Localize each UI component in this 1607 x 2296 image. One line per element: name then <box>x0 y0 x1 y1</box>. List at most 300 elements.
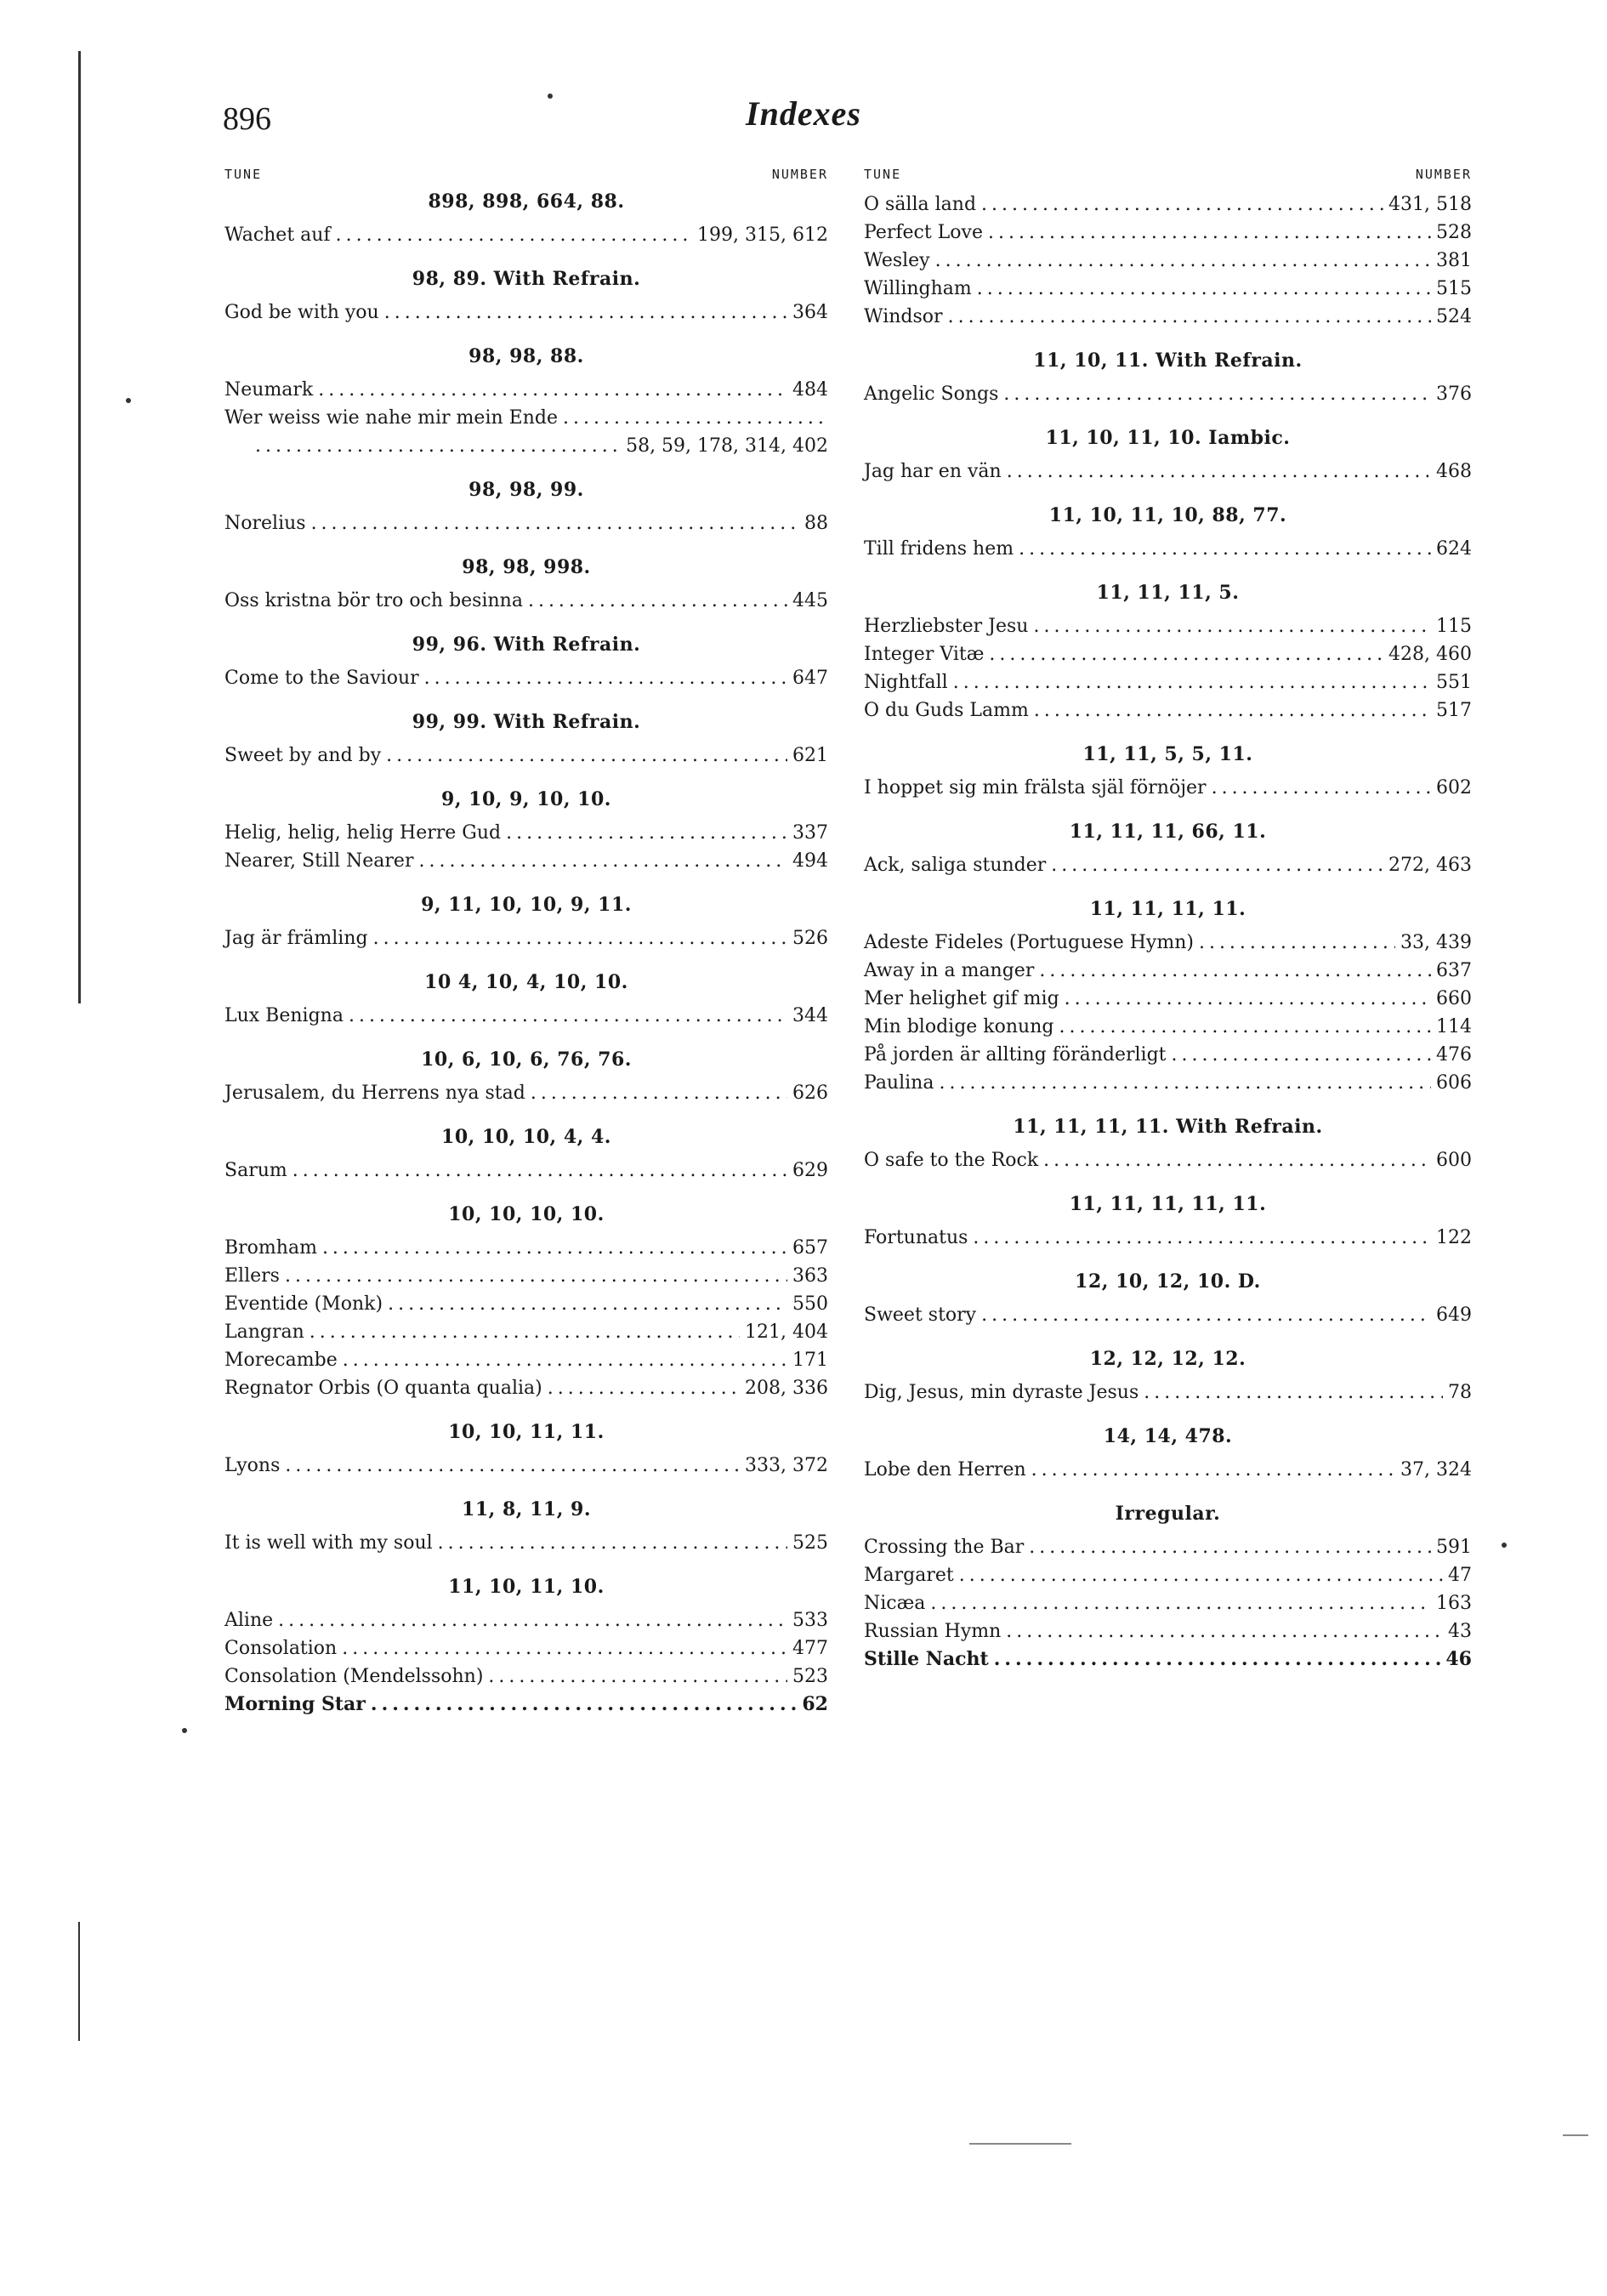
dot-leader <box>318 376 787 404</box>
tune-name: Bromham <box>224 1237 317 1259</box>
hymn-number: 78 <box>1448 1382 1472 1403</box>
hymn-number: 121, 404 <box>745 1321 828 1343</box>
index-entry <box>224 1452 828 1480</box>
index-entry <box>864 1456 1472 1484</box>
meter-group <box>864 743 1472 802</box>
meter-heading: 10, 10, 10, 10. <box>448 1203 605 1225</box>
hymn-number: 526 <box>792 928 828 949</box>
tune-name: Regnator Orbis (O quanta qualia) <box>224 1378 542 1399</box>
hymn-number: 550 <box>792 1293 828 1315</box>
tune-name: Wesley <box>864 250 930 271</box>
meter-heading: 11, 11, 11, 66, 11. <box>1069 821 1267 843</box>
index-entry <box>864 457 1472 486</box>
tune-name: Lux Benigna <box>224 1005 344 1026</box>
dot-leader <box>418 847 787 875</box>
index-entry <box>224 847 828 875</box>
dot-leader <box>1031 1456 1395 1484</box>
dot-leader <box>285 1452 740 1480</box>
tune-name: Morning Star <box>224 1693 366 1715</box>
dot-leader <box>311 509 799 537</box>
index-entry <box>864 640 1472 668</box>
hymn-number: 43 <box>1448 1621 1472 1642</box>
index-entry <box>864 1378 1472 1407</box>
tune-name: Sarum <box>224 1160 287 1181</box>
index-entry <box>864 1561 1472 1589</box>
meter-group <box>224 634 828 692</box>
tune-name: Morecambe <box>224 1350 338 1371</box>
tune-name: It is well with my soul <box>224 1532 433 1554</box>
meter-group <box>224 1576 828 1719</box>
tune-name: Nightfall <box>864 672 948 693</box>
tune-name: Dig, Jesus, min dyraste Jesus <box>864 1382 1139 1403</box>
meter-group <box>224 190 828 249</box>
hymn-number: 525 <box>792 1532 828 1554</box>
meter-group <box>864 1503 1472 1674</box>
dot-leader <box>1029 1533 1431 1561</box>
tune-name: Herzliebster Jesu <box>864 616 1029 637</box>
meter-heading: 9, 10, 9, 10, 10. <box>441 788 611 810</box>
number-header: NUMBER <box>1415 167 1472 182</box>
index-entry <box>224 1157 828 1185</box>
tune-name: Perfect Love <box>864 222 983 243</box>
dot-leader <box>371 1691 797 1719</box>
index-entry <box>224 1634 828 1662</box>
tune-name: Stille Nacht <box>864 1648 989 1670</box>
tune-name: I hoppet sig min frälsta själ förnöjer <box>864 777 1207 798</box>
tune-name: Adeste Fideles (Portuguese Hymn) <box>864 932 1194 953</box>
dot-leader <box>989 640 1383 668</box>
meter-group <box>224 894 828 952</box>
meter-heading: 11, 11, 11, 11. With Refrain. <box>1013 1116 1323 1138</box>
meter-heading: 11, 11, 11, 11. <box>1089 898 1246 920</box>
dot-leader <box>349 1002 787 1030</box>
hymn-number: 344 <box>792 1005 828 1026</box>
index-entry <box>864 1533 1472 1561</box>
meter-heading: 98, 98, 99. <box>468 479 584 501</box>
hymn-number: 484 <box>792 379 828 401</box>
dot-leader <box>948 303 1431 331</box>
tune-name: Margaret <box>864 1565 954 1586</box>
dot-leader <box>988 219 1431 247</box>
dot-leader <box>1065 985 1431 1013</box>
meter-group <box>224 971 828 1030</box>
meter-heading: 99, 99. With Refrain. <box>412 711 641 733</box>
hymn-number: 115 <box>1436 616 1472 637</box>
hymn-number: 376 <box>1436 384 1472 405</box>
column-header <box>224 167 828 185</box>
tune-name: Jag är främling <box>224 928 368 949</box>
meter-heading: 10 4, 10, 4, 10, 10. <box>424 971 628 993</box>
dot-leader <box>438 1529 787 1557</box>
hymn-number: 364 <box>792 302 828 323</box>
dot-leader <box>981 190 1383 219</box>
hymn-number: 649 <box>1436 1304 1472 1326</box>
index-entry <box>224 1002 828 1030</box>
scan-speck <box>126 398 131 403</box>
meter-group <box>224 711 828 770</box>
meter-heading: 12, 12, 12, 12. <box>1089 1348 1246 1370</box>
meter-heading: 98, 98, 88. <box>468 345 584 367</box>
index-entry <box>864 929 1472 957</box>
scan-speck <box>1502 1543 1507 1548</box>
meter-group <box>224 345 828 460</box>
dot-leader <box>388 1290 787 1318</box>
meter-group <box>224 1049 828 1107</box>
tune-name: Ellers <box>224 1265 280 1287</box>
dot-leader <box>343 1346 787 1374</box>
hymn-number: 272, 463 <box>1388 855 1472 876</box>
dot-leader <box>953 668 1431 696</box>
tune-name: Consolation <box>224 1638 338 1659</box>
tune-name: Paulina <box>864 1072 934 1094</box>
meter-heading: 11, 11, 5, 5, 11. <box>1082 743 1253 765</box>
tune-name: Min blodige konung <box>864 1016 1054 1037</box>
dot-leader <box>1051 851 1383 879</box>
index-entry <box>224 509 828 537</box>
tune-name: Come to the Saviour <box>224 668 419 689</box>
index-entry <box>224 404 828 432</box>
dot-leader <box>384 298 787 327</box>
hymn-number: 88 <box>804 513 828 534</box>
tune-name: Wer weiss wie nahe mir mein Ende <box>224 407 558 429</box>
tune-name: Langran <box>224 1321 304 1343</box>
meter-heading: 10, 10, 11, 11. <box>448 1421 605 1443</box>
meter-group <box>864 1116 1472 1174</box>
index-entry <box>864 535 1472 563</box>
hymn-number: 533 <box>792 1610 828 1631</box>
hymn-number: 37, 324 <box>1400 1459 1472 1480</box>
hymn-number: 515 <box>1436 278 1472 299</box>
meter-group <box>224 1126 828 1185</box>
meter-heading: 11, 11, 11, 11, 11. <box>1069 1193 1267 1215</box>
dot-leader <box>528 587 787 615</box>
index-entry <box>224 1529 828 1557</box>
index-entry <box>864 1069 1472 1097</box>
hymn-number: 657 <box>792 1237 828 1259</box>
dot-leader <box>959 1561 1443 1589</box>
index-entry <box>224 1079 828 1107</box>
meter-group <box>864 582 1472 725</box>
meter-heading: 99, 96. With Refrain. <box>412 634 641 656</box>
index-entry <box>224 221 828 249</box>
dot-leader <box>1144 1378 1443 1407</box>
hymn-number: 517 <box>1436 700 1472 721</box>
index-entry <box>224 1346 828 1374</box>
index-entry <box>864 851 1472 879</box>
meter-heading: 11, 10, 11, 10. <box>448 1576 605 1598</box>
index-entry <box>224 1290 828 1318</box>
dot-leader <box>342 1634 787 1662</box>
meter-group <box>864 1193 1472 1252</box>
hymn-number: 621 <box>792 745 828 766</box>
dot-leader <box>939 1069 1431 1097</box>
index-entry <box>864 612 1472 640</box>
index-entry <box>864 1013 1472 1041</box>
tune-name: Eventide (Monk) <box>224 1293 383 1315</box>
dot-leader <box>1019 535 1431 563</box>
dot-leader <box>1006 1617 1443 1645</box>
tune-name: O sälla land <box>864 194 977 215</box>
dot-leader <box>386 742 787 770</box>
index-entry <box>864 774 1472 802</box>
tune-name: Sweet story <box>864 1304 977 1326</box>
meter-group <box>864 821 1472 879</box>
index-entry <box>224 742 828 770</box>
tune-name: Fortunatus <box>864 1227 968 1248</box>
index-entry <box>864 303 1472 331</box>
index-entry <box>864 1617 1472 1645</box>
index-column-right <box>864 167 1472 1692</box>
meter-heading: 10, 10, 10, 4, 4. <box>441 1126 611 1148</box>
number-header: NUMBER <box>771 167 828 182</box>
tune-name: På jorden är allting föränderligt <box>864 1044 1167 1066</box>
dot-leader <box>1003 380 1431 408</box>
meter-heading: 11, 10, 11, 10, 88, 77. <box>1048 504 1287 526</box>
meter-group <box>224 479 828 537</box>
meter-group <box>224 268 828 327</box>
meter-group <box>224 788 828 875</box>
index-entry <box>224 1662 828 1691</box>
hymn-number: 163 <box>1436 1593 1472 1614</box>
index-entry <box>864 1301 1472 1329</box>
index-entry <box>224 1318 828 1346</box>
hymn-number: 629 <box>792 1160 828 1181</box>
meter-groups <box>224 190 828 1719</box>
meter-group <box>224 556 828 615</box>
index-entry <box>864 985 1472 1013</box>
index-entry <box>224 1374 828 1402</box>
meter-group <box>864 1425 1472 1484</box>
dot-leader <box>563 404 823 432</box>
hymn-number: 33, 439 <box>1400 932 1472 953</box>
dot-leader <box>977 275 1431 303</box>
hymn-number: 431, 518 <box>1388 194 1472 215</box>
dot-leader <box>322 1234 787 1262</box>
meter-heading: 98, 98, 998. <box>462 556 591 578</box>
index-entry <box>864 190 1472 219</box>
meter-group <box>864 504 1472 563</box>
meter-group <box>224 1203 828 1402</box>
index-entry <box>224 432 828 460</box>
tune-header: TUNE <box>224 167 263 182</box>
hymn-number: 337 <box>792 822 828 844</box>
hymn-number: 602 <box>1436 777 1472 798</box>
dot-leader <box>994 1645 1441 1674</box>
index-entry <box>864 247 1472 275</box>
meter-heading: 11, 8, 11, 9. <box>462 1498 591 1520</box>
hymn-number: 47 <box>1448 1565 1472 1586</box>
tune-name: Jag har en vän <box>864 461 1002 482</box>
page-number: 896 <box>223 101 271 137</box>
index-entry <box>224 587 828 615</box>
dot-leader <box>531 1079 787 1107</box>
hymn-number: 637 <box>1436 960 1472 981</box>
meter-group <box>224 1498 828 1557</box>
dot-leader <box>285 1262 787 1290</box>
meter-group <box>224 1421 828 1480</box>
page-title: Indexes <box>746 94 861 133</box>
tune-name: Lobe den Herren <box>864 1459 1026 1480</box>
hymn-number: 477 <box>792 1638 828 1659</box>
tune-name: Mer helighet gif mig <box>864 988 1059 1009</box>
dot-leader <box>292 1157 787 1185</box>
tune-name: Helig, helig, helig Herre Gud <box>224 822 502 844</box>
index-entry <box>864 1589 1472 1617</box>
dot-leader <box>973 1224 1431 1252</box>
hymn-number: 208, 336 <box>745 1378 828 1399</box>
index-entry <box>224 924 828 952</box>
meter-group <box>864 350 1472 408</box>
index-entry <box>864 668 1472 696</box>
meter-heading: Irregular. <box>1115 1503 1221 1525</box>
index-entry <box>224 664 828 692</box>
hymn-number: 468 <box>1436 461 1472 482</box>
dot-leader <box>373 924 787 952</box>
meter-group <box>864 1270 1472 1329</box>
dot-leader <box>981 1301 1431 1329</box>
tune-name: Integer Vitæ <box>864 644 985 665</box>
meter-group <box>864 898 1472 1097</box>
tune-header: TUNE <box>864 167 902 182</box>
hymn-number: 333, 372 <box>745 1455 828 1476</box>
hymn-number: 171 <box>792 1350 828 1371</box>
hymn-number: 381 <box>1436 250 1472 271</box>
dot-leader <box>1007 457 1431 486</box>
index-entry <box>864 380 1472 408</box>
hymn-number: 600 <box>1436 1150 1472 1171</box>
meter-group <box>864 190 1472 331</box>
hymn-number: 524 <box>1436 306 1472 327</box>
tune-name: Oss kristna bör tro och besinna <box>224 590 523 611</box>
dot-leader <box>1034 696 1431 725</box>
index-entry <box>224 1262 828 1290</box>
tune-name: Away in a manger <box>864 960 1035 981</box>
tune-name: O du Guds Lamm <box>864 700 1029 721</box>
dot-leader <box>336 221 692 249</box>
index-entry <box>224 376 828 404</box>
dot-leader <box>424 664 787 692</box>
dot-leader <box>1172 1041 1431 1069</box>
index-entry <box>864 1041 1472 1069</box>
dot-leader <box>278 1606 787 1634</box>
column-header <box>864 167 1472 185</box>
hymn-number: 606 <box>1436 1072 1472 1094</box>
meter-heading: 11, 10, 11, 10. Iambic. <box>1045 427 1291 449</box>
tune-name: Russian Hymn <box>864 1621 1002 1642</box>
dot-leader <box>1033 612 1431 640</box>
scan-speck <box>1563 2134 1588 2136</box>
tune-name: Crossing the Bar <box>864 1537 1025 1558</box>
dot-leader <box>488 1662 787 1691</box>
dot-leader <box>1039 957 1431 985</box>
meter-heading: 12, 10, 12, 10. D. <box>1075 1270 1261 1293</box>
meter-heading: 10, 6, 10, 6, 76, 76. <box>421 1049 632 1071</box>
tune-name: Ack, saliga stunder <box>864 855 1047 876</box>
hymn-number: 626 <box>792 1083 828 1104</box>
hymn-number: 46 <box>1445 1648 1472 1670</box>
scan-speck <box>182 1728 187 1733</box>
dot-leader <box>1199 929 1395 957</box>
meter-heading: 11, 10, 11. With Refrain. <box>1033 350 1303 372</box>
index-entry <box>864 957 1472 985</box>
tune-name: Lyons <box>224 1455 281 1476</box>
hymn-number: 114 <box>1436 1016 1472 1037</box>
dot-leader <box>548 1374 740 1402</box>
index-entry <box>864 275 1472 303</box>
scan-speck <box>969 2143 1071 2145</box>
tune-name: Angelic Songs <box>864 384 999 405</box>
index-entry <box>864 1645 1472 1674</box>
hymn-number: 494 <box>792 850 828 872</box>
tune-name: Jerusalem, du Herrens nya stad <box>224 1083 525 1104</box>
dot-leader <box>930 1589 1431 1617</box>
hymn-number: 660 <box>1436 988 1472 1009</box>
meter-heading: 898, 898, 664, 88. <box>428 190 625 213</box>
tune-name: Neumark <box>224 379 314 401</box>
tune-name: Wachet auf <box>224 224 331 246</box>
hymn-number: 476 <box>1436 1044 1472 1066</box>
index-entry <box>864 1146 1472 1174</box>
scan-margin-line <box>78 1922 80 2041</box>
hymn-number: 428, 460 <box>1388 644 1472 665</box>
meter-group <box>864 427 1472 486</box>
hymn-number: 199, 315, 612 <box>697 224 828 246</box>
index-entry <box>224 298 828 327</box>
hymn-number: 58, 59, 178, 314, 402 <box>626 435 828 457</box>
meter-group <box>864 1348 1472 1407</box>
meter-heading: 11, 11, 11, 5. <box>1096 582 1240 604</box>
index-entry <box>224 1234 828 1262</box>
dot-leader <box>255 432 621 460</box>
tune-name: Norelius <box>224 513 306 534</box>
scan-margin-line <box>78 51 81 1003</box>
hymn-number: 551 <box>1436 672 1472 693</box>
meter-heading: 9, 11, 10, 10, 9, 11. <box>421 894 632 916</box>
meter-heading: 14, 14, 478. <box>1103 1425 1233 1447</box>
hymn-number: 445 <box>792 590 828 611</box>
index-entry <box>224 1691 828 1719</box>
tune-name: Windsor <box>864 306 943 327</box>
tune-name: Nicæa <box>864 1593 926 1614</box>
tune-name: Sweet by and by <box>224 745 382 766</box>
index-entry <box>864 696 1472 725</box>
tune-name: O safe to the Rock <box>864 1150 1039 1171</box>
index-entry <box>224 819 828 847</box>
tune-name: Till fridens hem <box>864 538 1014 560</box>
dot-leader <box>935 247 1431 275</box>
tune-name: Aline <box>224 1610 274 1631</box>
tune-name: God be with you <box>224 302 379 323</box>
tune-name: Willingham <box>864 278 972 299</box>
hymn-number: 122 <box>1436 1227 1472 1248</box>
index-entry <box>224 1606 828 1634</box>
hymn-number: 523 <box>792 1666 828 1687</box>
tune-name: Consolation (Mendelssohn) <box>224 1666 484 1687</box>
index-entry <box>864 1224 1472 1252</box>
hymn-number: 647 <box>792 668 828 689</box>
dot-leader <box>1212 774 1431 802</box>
dot-leader <box>309 1318 740 1346</box>
dot-leader <box>1059 1013 1431 1041</box>
hymn-number: 62 <box>802 1693 828 1715</box>
tune-name: Nearer, Still Nearer <box>224 850 414 872</box>
hymn-number: 528 <box>1436 222 1472 243</box>
index-column-left <box>224 167 828 1737</box>
hymn-number: 624 <box>1436 538 1472 560</box>
dot-leader <box>1043 1146 1431 1174</box>
meter-heading: 98, 89. With Refrain. <box>412 268 641 290</box>
dot-leader <box>506 819 787 847</box>
